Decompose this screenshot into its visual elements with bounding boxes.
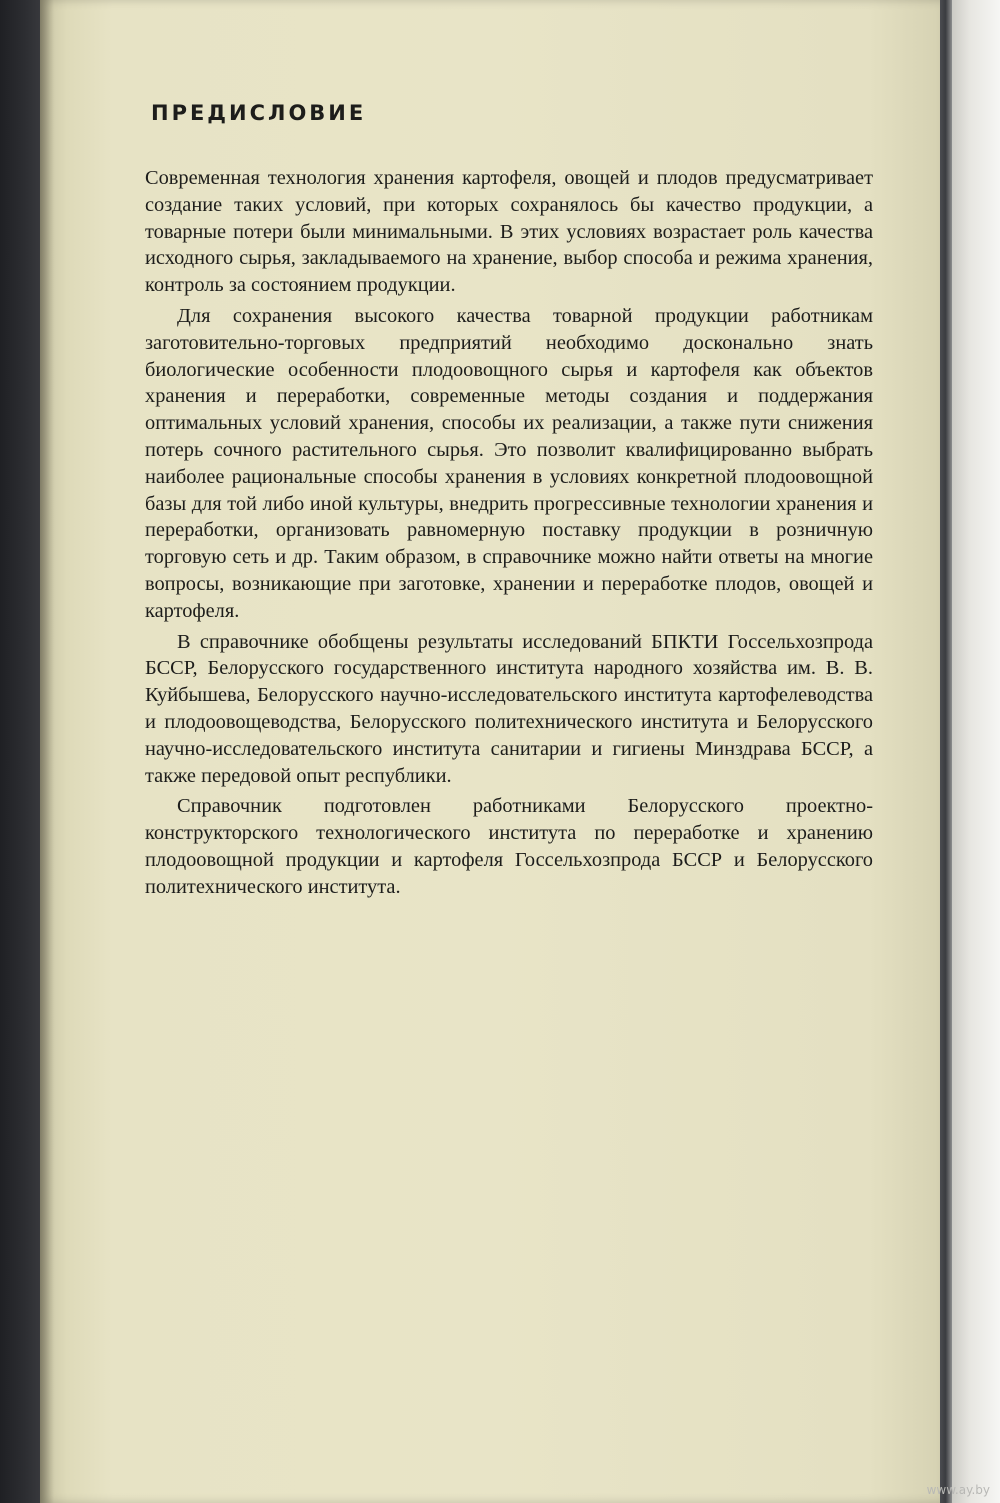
page-spine-fold xyxy=(40,0,54,1503)
book-cover-left xyxy=(0,0,44,1503)
book-cover-right xyxy=(950,0,1000,1503)
paragraph-4: Справочник подготовлен работниками Белорусского проектно-конструкторского технологического института по переработке и хранению плодоовощной продукции и картофеля Госсельхозпрода БССР и Белорусского политехнического института. xyxy=(145,795,873,898)
page-heading: ПРЕДИСЛОВИЕ xyxy=(151,101,367,125)
site-watermark: www.ay.by xyxy=(926,1483,990,1497)
paragraph-1: Современная технология хранения картофеля, овощей и плодов предусматривает создание таких условий, при которых сохранялось бы качество продукции, а товарные потери были минимальными. В этих условиях возрастает роль качества исходного сырья, закладываемого на хранение, выбор способа и режима хранения, контроль за состоянием продукции. xyxy=(145,167,873,297)
page-content xyxy=(145,96,873,901)
paragraph-3: В справочнике обобщены результаты исследований БПКТИ Госсельхозпрода БССР, Белорусского государственного института народного хозяйства им. В. В. Куйбышева, Белорусского научно-исследовательского института картофелеводства и плодоовощеводства, Белорусского политехнического института и Белорусского научно-исследовательского института санитарии и гигиены Минздрава БССР, а также передовой опыт республики. xyxy=(145,630,873,787)
paragraph-2: Для сохранения высокого качества товарной продукции работникам заготовительно-торговых предприятий необходимо досконально знать биологические особенности плодоовощного сырья и картофеля как объектов хранения и переработки, современные методы создания и поддержания оптимальных условий хранения, способы их реализации, а также пути снижения потерь сочного растительного сырья. Это позволит квалифицированно выбрать наиболее рациональные способы хранения в условиях конкретной плодоовощной базы для той либо иной культуры, внедрить прогрессивные технологии хранения и переработки, организовать равномерную поставку продукции в розничную торговую сеть и др. Таким образом, в справочнике можно найти ответы на многие вопросы, возникающие при заготовке, хранении и переработке плодов, овощей и картофеля. xyxy=(145,304,873,622)
